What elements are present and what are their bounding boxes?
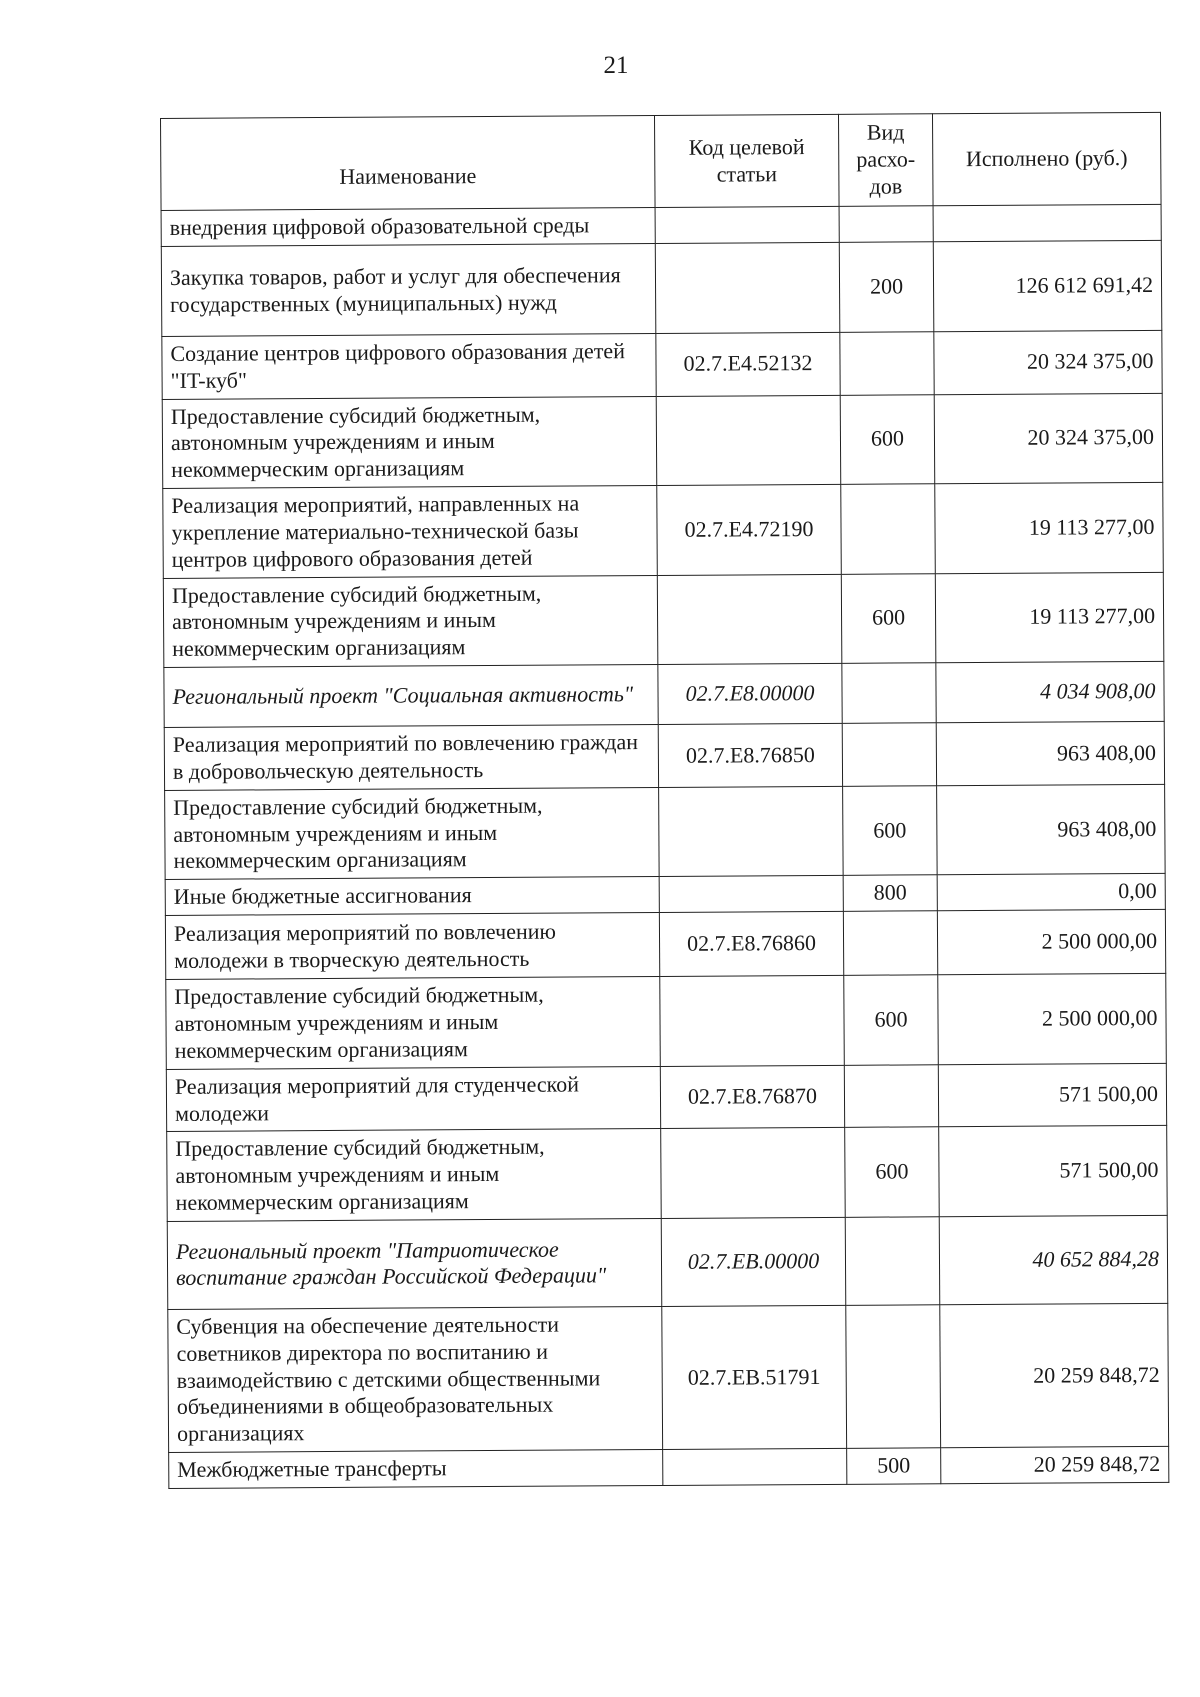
row-code-cell: 02.7.EB.00000 (661, 1217, 846, 1306)
row-amount-cell: 126 612 691,42 (933, 240, 1162, 331)
row-code-cell: 02.7.E4.72190 (657, 484, 842, 575)
table-row (167, 1215, 1168, 1309)
row-type-cell (845, 1217, 940, 1306)
row-amount-cell: 2 500 000,00 (938, 974, 1167, 1065)
row-amount-cell: 4 034 908,00 (936, 661, 1164, 722)
row-name-cell: Закупка товаров, работ и услуг для обеспечения государственных (муниципальных) нужд (161, 243, 656, 336)
row-amount-cell: 20 324 375,00 (934, 393, 1163, 484)
row-name-cell: Предоставление субсидий бюджетным, автономным учреждениям и иным некоммерческим организациям (162, 396, 657, 489)
table-row (165, 784, 1166, 880)
row-name-cell: Межбюджетные трансферты (169, 1449, 663, 1488)
row-name-cell: Иные бюджетные ассигнования (165, 877, 659, 916)
row-name-cell: Предоставление субсидий бюджетным, автономным учреждениям и иным некоммерческим организациям (163, 575, 658, 668)
row-type-cell (839, 206, 933, 243)
row-name-cell: Предоставление субсидий бюджетным, автономным учреждениям и иным некоммерческим организациям (165, 787, 660, 880)
header-type: Вид расхо-дов (838, 114, 933, 207)
row-type-cell: 600 (843, 786, 938, 876)
row-amount-cell: 40 652 884,28 (939, 1215, 1168, 1304)
row-code-cell: 02.7.E8.76860 (659, 912, 843, 977)
row-code-cell: 02.7.E4.52132 (656, 332, 840, 396)
row-name-cell: Создание центров цифрового образования детей "IT-куб" (162, 333, 656, 399)
row-code-cell (655, 242, 840, 333)
row-amount-cell: 19 113 277,00 (935, 572, 1164, 663)
table-row (162, 393, 1163, 489)
row-type-cell: 500 (847, 1448, 941, 1485)
row-name-cell: Субвенция на обеспечение деятельности советников директора по воспитанию и взаимодействию с детскими общественными объединениями в общеобразовательных организациях (168, 1306, 663, 1452)
table-row (164, 661, 1164, 727)
row-type-cell: 600 (845, 1127, 940, 1217)
header-name: Наименование (161, 115, 656, 210)
budget-execution-table (160, 112, 1169, 1489)
row-name-cell: Реализация мероприятий по вовлечению молодежи в творческую деятельность (165, 913, 659, 980)
row-amount-cell: 20 324 375,00 (934, 330, 1162, 394)
header-amount: Исполнено (руб.) (932, 112, 1161, 205)
page-number: 21 (603, 52, 629, 79)
row-code-cell (656, 395, 841, 486)
row-name-cell: Реализация мероприятий по вовлечению граждан в добровольческую деятельность (164, 725, 658, 791)
row-type-cell: 800 (843, 875, 937, 912)
row-name-cell: Реализация мероприятий, направленных на укрепление материально-технической базы центров цифрового образования детей (163, 486, 658, 579)
row-name-cell: Региональный проект "Патриотическое воспитание граждан Российской Федерации" (167, 1218, 662, 1309)
row-amount-cell: 963 408,00 (936, 721, 1164, 785)
row-type-cell (843, 911, 937, 976)
row-type-cell: 600 (841, 573, 936, 663)
row-name-cell: Предоставление субсидий бюджетным, автономным учреждениям и иным некоммерческим организациям (167, 1129, 662, 1222)
table-row (161, 204, 1161, 246)
row-code-cell: 02.7.EB.51791 (662, 1305, 847, 1449)
row-code-cell (659, 876, 843, 913)
row-amount-cell: 19 113 277,00 (935, 483, 1164, 574)
row-type-cell (841, 484, 936, 574)
row-type-cell: 600 (844, 975, 939, 1065)
table-row (168, 1303, 1169, 1452)
table-row (167, 1126, 1168, 1222)
row-amount-cell: 571 500,00 (939, 1126, 1168, 1217)
row-code-cell: 02.7.E8.76850 (658, 723, 842, 787)
table-row (169, 1446, 1169, 1488)
row-amount-cell: 2 500 000,00 (937, 910, 1165, 975)
row-amount-cell: 963 408,00 (937, 784, 1166, 875)
row-code-cell (661, 1128, 846, 1219)
row-code-cell (663, 1448, 847, 1485)
table-row (163, 483, 1164, 579)
row-code-cell (655, 206, 839, 243)
row-code-cell (659, 786, 844, 877)
table-row (161, 240, 1162, 336)
row-code-cell: 02.7.E8.76870 (660, 1065, 844, 1129)
row-name-cell: Региональный проект "Социальная активность" (164, 665, 658, 728)
row-type-cell (840, 332, 934, 395)
row-amount-cell: 0,00 (937, 874, 1165, 911)
row-code-cell (660, 976, 845, 1067)
row-amount-cell (933, 204, 1161, 241)
table-row (162, 330, 1162, 399)
table-header-row (161, 112, 1162, 210)
row-type-cell (842, 663, 936, 724)
row-name-cell: Предоставление субсидий бюджетным, автономным учреждениям и иным некоммерческим организациям (166, 977, 661, 1070)
table-row (166, 1063, 1166, 1132)
row-amount-cell: 20 259 848,72 (940, 1303, 1169, 1448)
table-row (165, 874, 1165, 916)
table-row (163, 572, 1164, 668)
row-type-cell: 600 (840, 394, 935, 484)
row-code-cell: 02.7.E8.00000 (658, 663, 842, 724)
table-row (165, 910, 1165, 980)
table-body (161, 204, 1169, 1488)
row-name-cell: внедрения цифровой образовательной среды (161, 207, 655, 246)
row-name-cell: Реализация мероприятий для студенческой молодежи (166, 1066, 660, 1132)
header-code: Код целевой статьи (654, 114, 839, 207)
row-amount-cell: 20 259 848,72 (941, 1446, 1169, 1483)
table-row (166, 974, 1167, 1070)
row-type-cell (842, 723, 936, 786)
row-type-cell (846, 1305, 941, 1449)
row-code-cell (657, 574, 842, 665)
table-row (164, 721, 1164, 790)
row-amount-cell: 571 500,00 (938, 1063, 1166, 1127)
row-type-cell (844, 1064, 938, 1127)
row-type-cell: 200 (839, 242, 934, 333)
